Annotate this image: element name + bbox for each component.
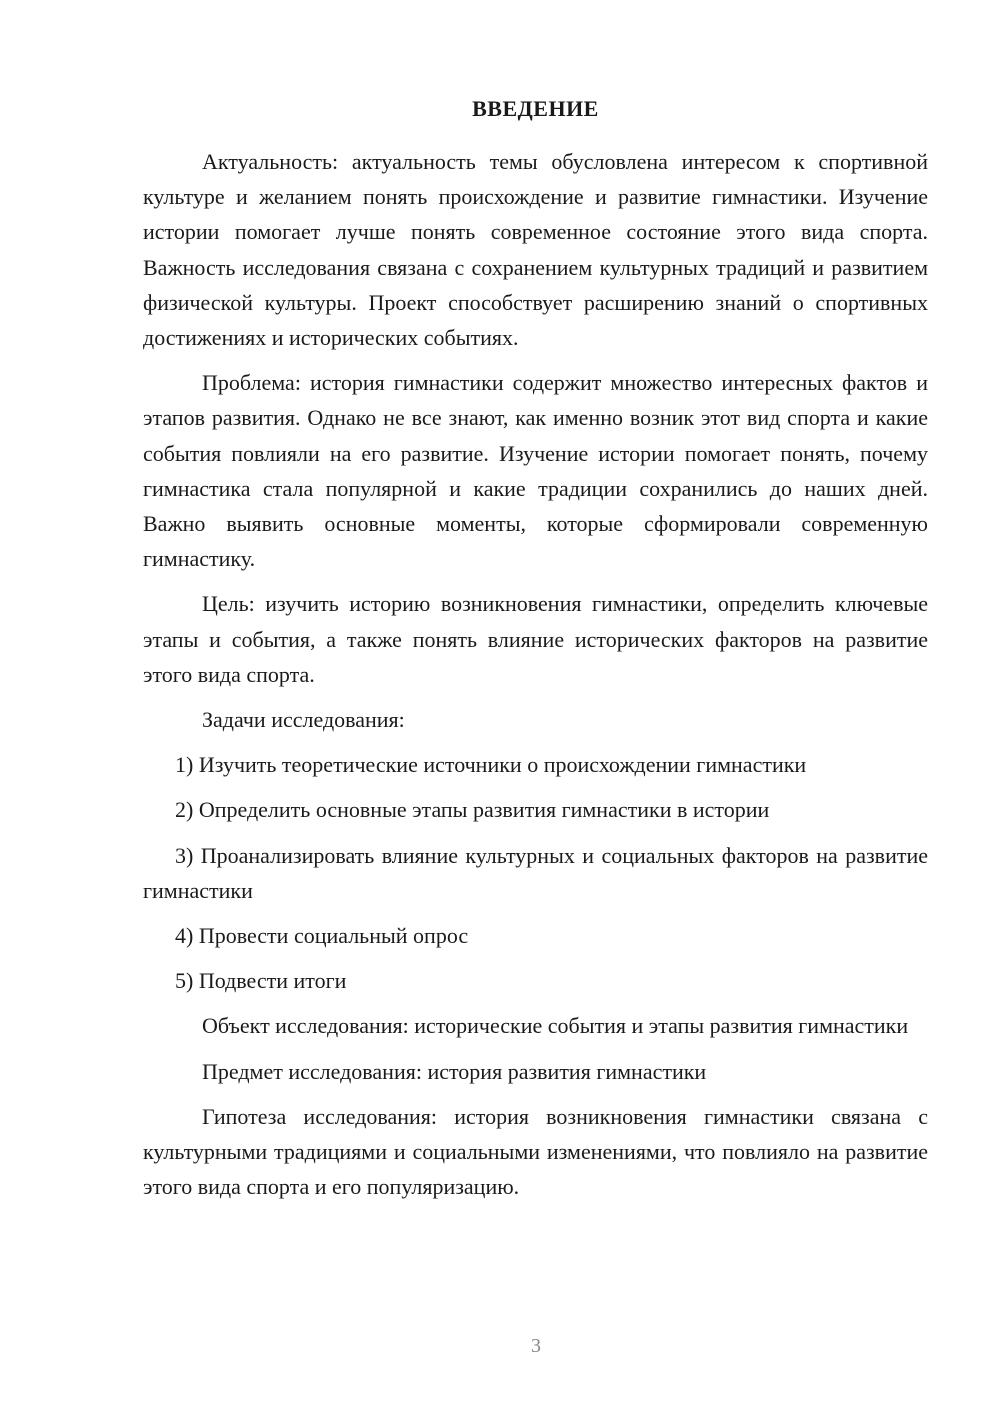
task-item: 5) Подвести итоги: [175, 968, 347, 994]
hypothesis-paragraph: Гипотеза исследования: история возникновения гимнастики связана с культурными традициями и социальными изменениями, что повлияло на развитие этого вида спорта и его популяризацию.: [143, 1103, 928, 1200]
page-number: 3: [531, 1335, 541, 1357]
relevance-paragraph: Актуальность: актуальность темы обусловлена интересом к спортивной культуре и желанием понять происхождение и развитие гимнастики. Изучение истории помогает лучше понять современное состояние этого вида спорта. Важность исследования связана с сохранением культурных традиций и развитием физической культуры. Проект способствует расширению знаний о спортивных достижениях и исторических событиях.: [143, 149, 928, 351]
subject-paragraph: Предмет исследования: история развития гимнастики: [202, 1058, 707, 1084]
task-item: 1) Изучить теоретические источники о происхождении гимнастики: [175, 752, 807, 778]
problem-paragraph: Проблема: история гимнастики содержит множество интересных фактов и этапов развития. Однако не все знают, как именно возник этот вид спорта и какие события повлияли на его развитие. Изучение истории помогает понять, почему гимнастика стала популярной и какие традиции сохранились до наших дней. Важно выявить основные моменты, которые сформировали современную гимнастику.: [143, 370, 928, 572]
task-item: 2) Определить основные этапы развития гимнастики в истории: [175, 797, 770, 823]
task-item: 3) Проанализировать влияние культурных и социальных факторов на развитие гимнастики: [143, 842, 928, 903]
object-paragraph: Объект исследования: исторические события и этапы развития гимнастики: [202, 1013, 909, 1039]
document-page: [143, 94, 928, 1204]
page-title: ВВЕДЕНИЕ: [472, 96, 599, 121]
goal-paragraph: Цель: изучить историю возникновения гимнастики, определить ключевые этапы и события, а также понять влияние исторических факторов на развитие этого вида спорта.: [143, 591, 928, 687]
task-item: 4) Провести социальный опрос: [175, 923, 469, 949]
tasks-heading: Задачи исследования:: [202, 707, 405, 733]
